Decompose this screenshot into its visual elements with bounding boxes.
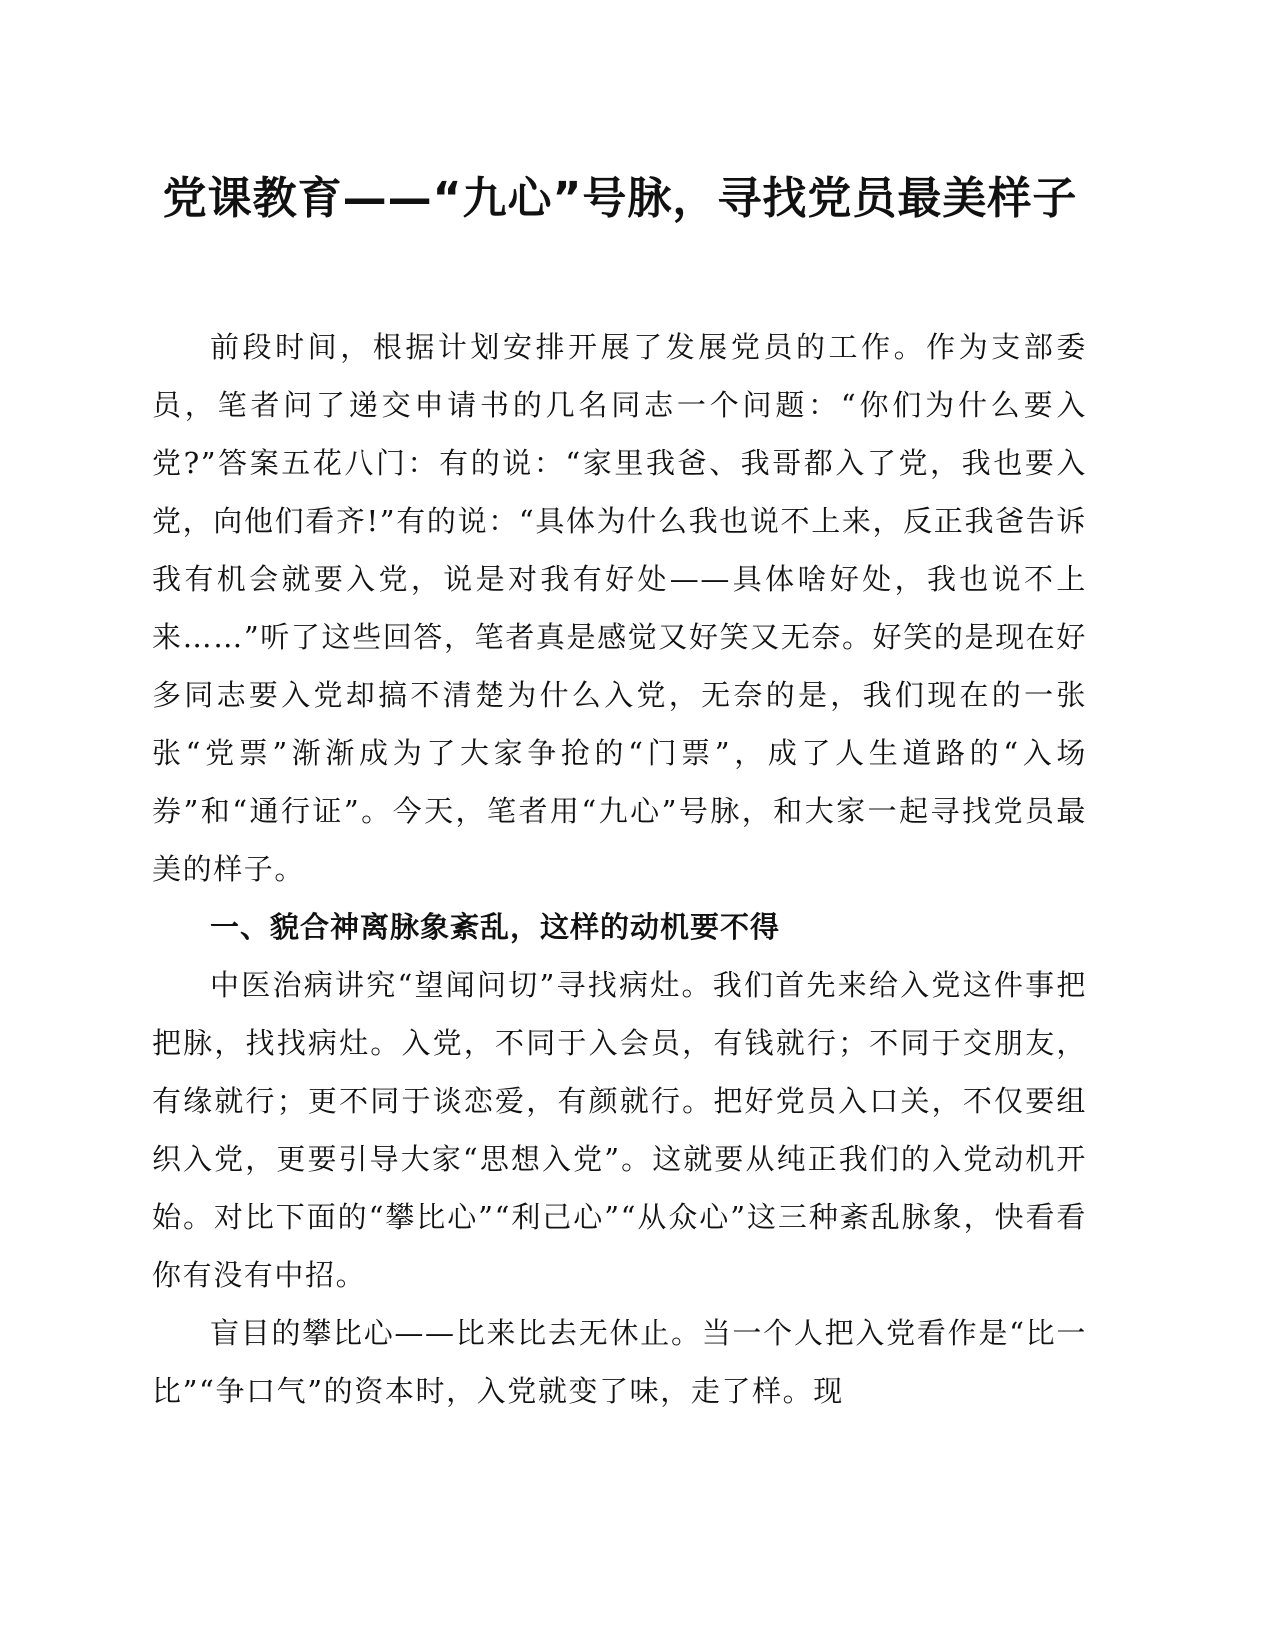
document-body bbox=[152, 318, 1087, 1420]
document-title: 党课教育——“九心”号脉，寻找党员最美样子 bbox=[162, 173, 1078, 224]
intro-paragraph: 前段时间，根据计划安排开展了发展党员的工作。作为支部委员，笔者问了递交申请书的几名同志一个问题：“你们为什么要入党?”答案五花八门：有的说：“家里我爸、我哥都入了党，我也要入党，向他们看齐!”有的说：“具体为什么我也说不上来，反正我爸告诉我有机会就要入党，说是对我有好处——具体啥好处，我也说不上来……”听了这些回答，笔者真是感觉又好笑又无奈。好笑的是现在好多同志要入党却搞不清楚为什么入党，无奈的是，我们现在的一张张“党票”渐渐成为了大家争抢的“门票”，成了人生道路的“入场券”和“通行证”。今天，笔者用“九心”号脉，和大家一起寻找党员最美的样子。 bbox=[152, 330, 1087, 886]
section-paragraph: 盲目的攀比心——比来比去无休止。当一个人把入党看作是“比一比”“争口气”的资本时，入党就变了味，走了样。现 bbox=[152, 1316, 1087, 1408]
section-heading: 一、貌合神离脉象紊乱，这样的动机要不得 bbox=[210, 910, 781, 944]
section-paragraph: 中医治病讲究“望闻问切”寻找病灶。我们首先来给入党这件事把把脉，找找病灶。入党，不同于入会员，有钱就行；不同于交朋友，有缘就行；更不同于谈恋爱，有颜就行。把好党员入口关，不仅要组织入党，更要引导大家“思想入党”。这就要从纯正我们的入党动机开始。对比下面的“攀比心”“利己心”“从众心”这三种紊乱脉象，快看看你有没有中招。 bbox=[152, 968, 1087, 1292]
